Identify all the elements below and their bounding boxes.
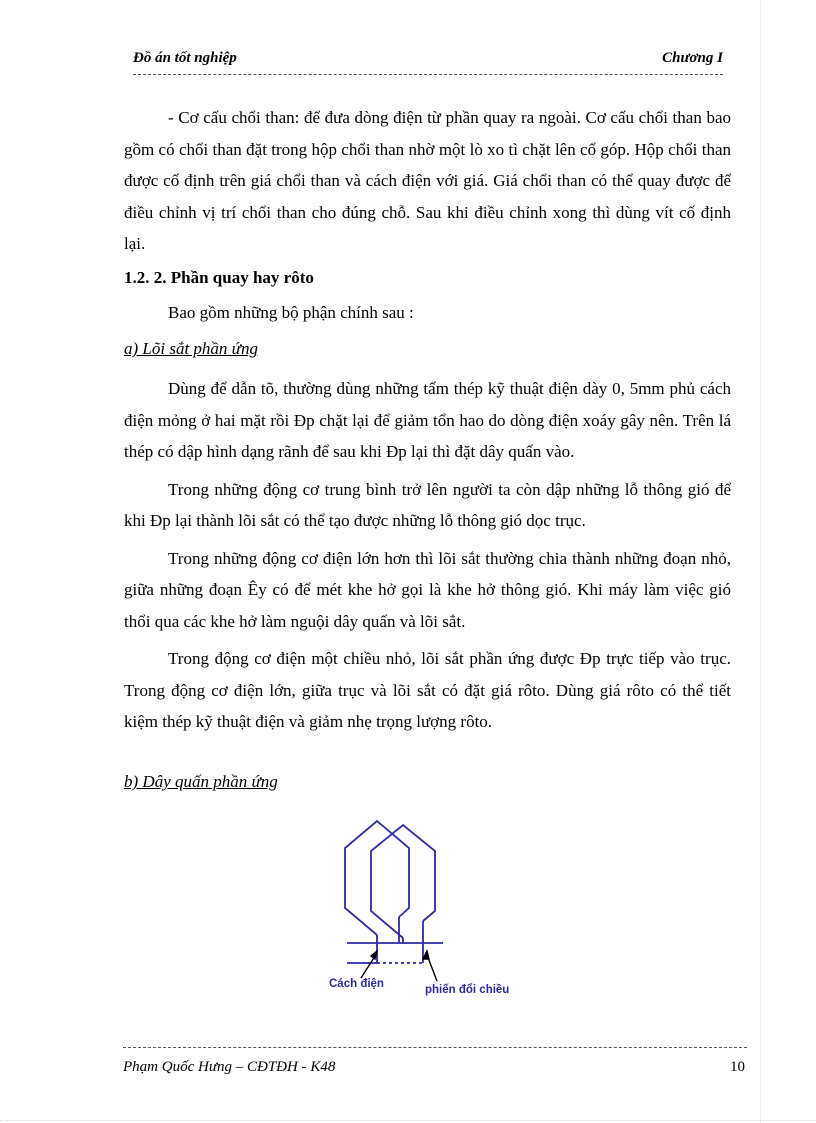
armature-winding-figure	[325, 813, 535, 1003]
page-edge	[760, 0, 761, 1123]
subsection-a-title: a) Lõi sắt phần ứng	[124, 339, 258, 358]
label-commutator: phiến đổi chiều	[425, 984, 510, 996]
page-number: 10	[730, 1059, 745, 1075]
page-edge	[0, 1120, 816, 1121]
intro-paragraph: - Cơ cấu chổi than: để đưa dòng điện từ phần quay ra ngoài. Cơ cấu chổi than bao gồm có chổi than đặt trong hộp chổi than nhờ một lò xo tì chặt lên cổ góp. Hộp chổi than được cố định trên giá chổi than và cách điện với giá. Giá chổi than có thể quay được để điều chỉnh vị trí chổi than cho đúng chỗ. Sau khi điều chỉnh xong thì dùng vít cố định lại.	[124, 108, 731, 253]
footer-author: Phạm Quốc Hưng – CĐTĐH - K48	[123, 1059, 336, 1075]
header-title: Đồ án tốt nghiệp	[133, 50, 237, 66]
header-chapter: Chương I	[662, 50, 723, 66]
section-heading: 1.2. 2. Phần quay hay rôto	[124, 268, 314, 287]
header-divider	[133, 74, 723, 75]
label-insulation: Cách điện	[329, 978, 384, 990]
winding-diagram	[325, 813, 535, 1003]
paragraph: Trong những động cơ điện lớn hơn thì lõi sắt thường chia thành những đoạn nhỏ, giữa những đoạn Êy có để mét khe hở gọi là khe hở thông gió. Khi máy làm việc gió thổi qua các khe hở làm nguội dây quấn và lõi sắt.	[124, 548, 731, 631]
paragraph: Dùng để dẫn tõ, thường dùng những tấm thép kỹ thuật điện dày 0, 5mm phủ cách điện mỏng ở hai mặt rồi Đp chặt lại để giảm tổn hao do dòng điện xoáy gây nên. Trên lá thép có dập hình dạng rãnh để sau khi Đp lại thì đặt dây quấn vào.	[124, 379, 731, 461]
subsection-a-body	[124, 373, 731, 738]
subsection-b-title: b) Dây quấn phần ứng	[124, 772, 278, 791]
paragraph: Trong những động cơ trung bình trở lên người ta còn dập những lỗ thông gió để khi Đp lại thành lõi sắt có thể tạo được những lỗ thông gió dọc trục.	[124, 479, 731, 530]
footer-divider	[123, 1047, 747, 1048]
section-intro: Bao gồm những bộ phận chính sau :	[168, 303, 414, 322]
paragraph: Trong động cơ điện một chiều nhỏ, lõi sắt phần ứng được Đp trực tiếp vào trục. Trong động cơ điện lớn, giữa trục và lõi sắt có đặt giá rôto. Dùng giá rôto có thể tiết kiệm thép kỹ thuật điện và giảm nhẹ trọng lượng rôto.	[124, 649, 731, 731]
intro-text-block	[124, 102, 731, 260]
